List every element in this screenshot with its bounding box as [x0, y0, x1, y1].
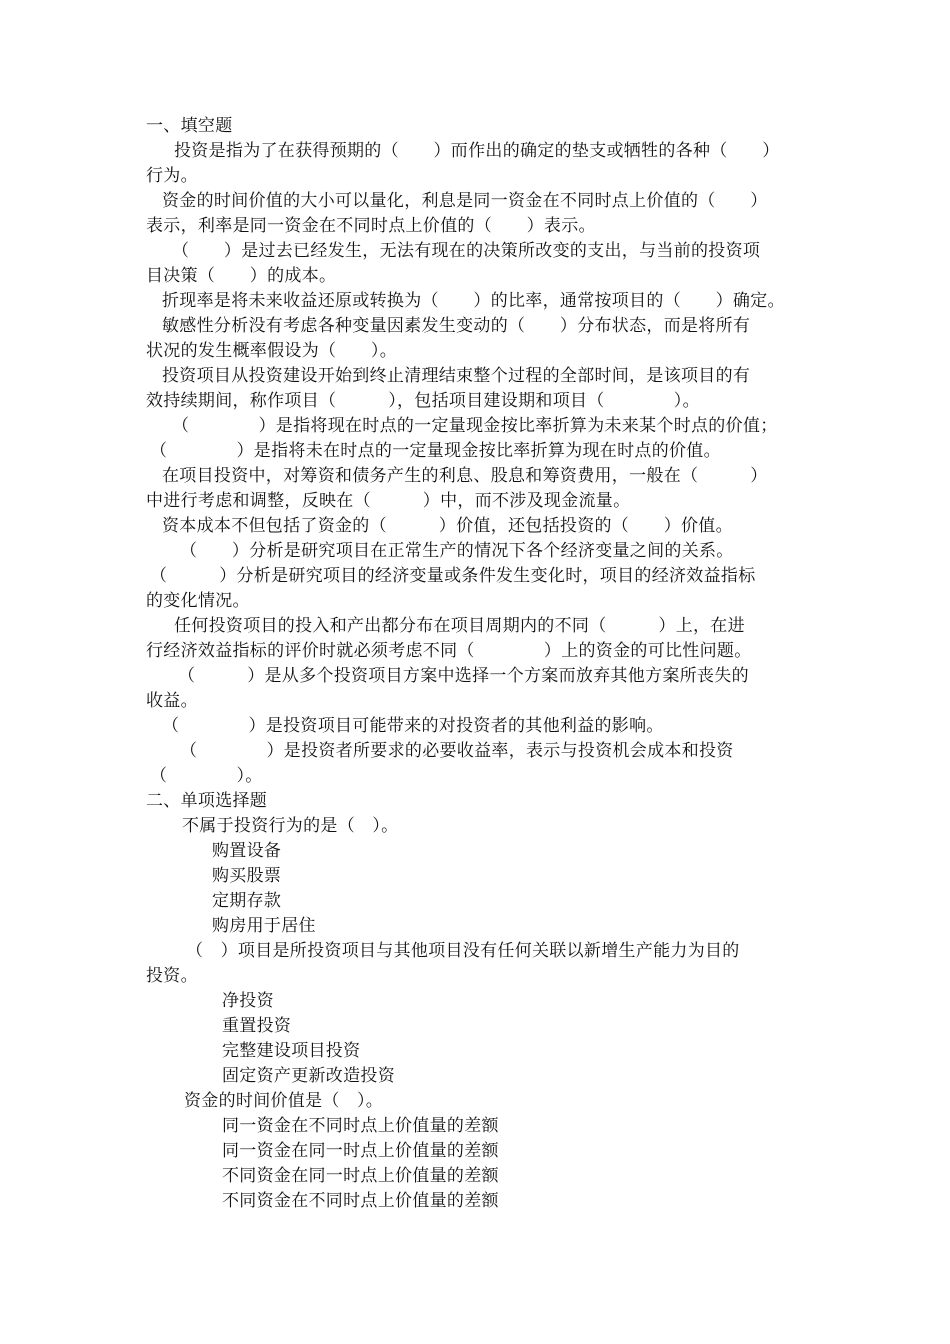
question-3-line-2: 目决策（ ）的成本。 — [146, 266, 337, 286]
choice-question-3-stem: 资金的时间价值是（ ）。 — [184, 1091, 384, 1111]
choice-question-2-option-c: 完整建设项目投资 — [222, 1041, 361, 1061]
question-7-line-1: （ ）是指将现在时点的一定量现金按比率折算为未来某个时点的价值； — [172, 416, 778, 436]
section-heading-single-choice: 二、单项选择题 — [146, 791, 268, 811]
question-11-line-1: （ ）分析是研究项目的经济变量或条件发生变化时，项目的经济效益指标 — [150, 566, 756, 586]
question-15-line-1: （ ）是投资者所要求的必要收益率，表示与投资机会成本和投资 — [180, 741, 734, 761]
question-4-line-1: 折现率是将未来收益还原或转换为（ ）的比率，通常按项目的（ ）确定。 — [162, 291, 785, 311]
question-1-line-2: 行为。 — [146, 166, 198, 186]
choice-question-2-stem-line-2: 投资。 — [146, 966, 198, 986]
question-8-line-2: 中进行考虑和调整，反映在（ ）中，而不涉及现金流量。 — [146, 491, 631, 511]
question-10-line-1: （ ）分析是研究项目在正常生产的情况下各个经济变量之间的关系。 — [180, 541, 734, 561]
question-11-line-2: 的变化情况。 — [146, 591, 250, 611]
question-12-line-1: 任何投资项目的投入和产出都分布在项目周期内的不同（ ）上，在进 — [174, 616, 745, 636]
choice-question-1-option-c: 定期存款 — [212, 891, 282, 911]
choice-question-1-option-b: 购买股票 — [212, 866, 282, 886]
choice-question-1-option-d: 购房用于居住 — [212, 916, 316, 936]
question-12-line-2: 行经济效益指标的评价时就必须考虑不同（ ）上的资金的可比性问题。 — [146, 641, 752, 661]
choice-question-3-option-a: 同一资金在不同时点上价值量的差额 — [222, 1116, 499, 1136]
section-heading-fill-in: 一、填空题 — [146, 116, 233, 136]
question-6-line-2: 效持续期间，称作项目（ ），包括项目建设期和项目（ ）。 — [146, 391, 700, 411]
choice-question-2-option-b: 重置投资 — [222, 1016, 292, 1036]
choice-question-2-option-d: 固定资产更新改造投资 — [222, 1066, 395, 1086]
question-6-line-1: 投资项目从投资建设开始到终止清理结束整个过程的全部时间，是该项目的有 — [162, 366, 751, 386]
question-1-line-1: 投资是指为了在获得预期的（ ）而作出的确定的垫支或牺牲的各种（ ） — [174, 141, 780, 161]
question-7-line-2: （ ）是指将未在时点的一定量现金按比率折算为现在时点的价值。 — [150, 441, 721, 461]
question-2-line-1: 资金的时间价值的大小可以量化，利息是同一资金在不同时点上价值的（ ） — [162, 191, 768, 211]
choice-question-1-stem: 不属于投资行为的是（ ）。 — [182, 816, 399, 836]
question-2-line-2: 表示，利率是同一资金在不同时点上价值的（ ）表示。 — [146, 216, 596, 236]
choice-question-3-option-b: 同一资金在同一时点上价值量的差额 — [222, 1141, 499, 1161]
question-5-line-1: 敏感性分析没有考虑各种变量因素发生变动的（ ）分布状态，而是将所有 — [162, 316, 751, 336]
choice-question-3-option-c: 不同资金在同一时点上价值量的差额 — [222, 1166, 499, 1186]
question-9-line-1: 资本成本不但包括了资金的（ ）价值，还包括投资的（ ）价值。 — [162, 516, 733, 536]
question-14-line-1: （ ）是投资项目可能带来的对投资者的其他利益的影响。 — [162, 716, 664, 736]
question-8-line-1: 在项目投资中，对筹资和债务产生的利息、股息和筹资费用，一般在（ ） — [162, 466, 768, 486]
question-3-line-1: （ ）是过去已经发生，无法有现在的决策所改变的支出，与当前的投资项 — [172, 241, 761, 261]
choice-question-1-option-a: 购置设备 — [212, 841, 282, 861]
question-5-line-2: 状况的发生概率假设为（ ）。 — [146, 341, 397, 361]
choice-question-2-option-a: 净投资 — [222, 991, 274, 1011]
question-13-line-1: （ ）是从多个投资项目方案中选择一个方案而放弃其他方案所丧失的 — [178, 666, 749, 686]
choice-question-2-stem-line-1: （ ）项目是所投资项目与其他项目没有任何关联以新增生产能力为目的 — [186, 941, 740, 961]
question-13-line-2: 收益。 — [146, 691, 198, 711]
choice-question-3-option-d: 不同资金在不同时点上价值量的差额 — [222, 1191, 499, 1211]
question-15-line-2: （ ）。 — [150, 766, 263, 786]
